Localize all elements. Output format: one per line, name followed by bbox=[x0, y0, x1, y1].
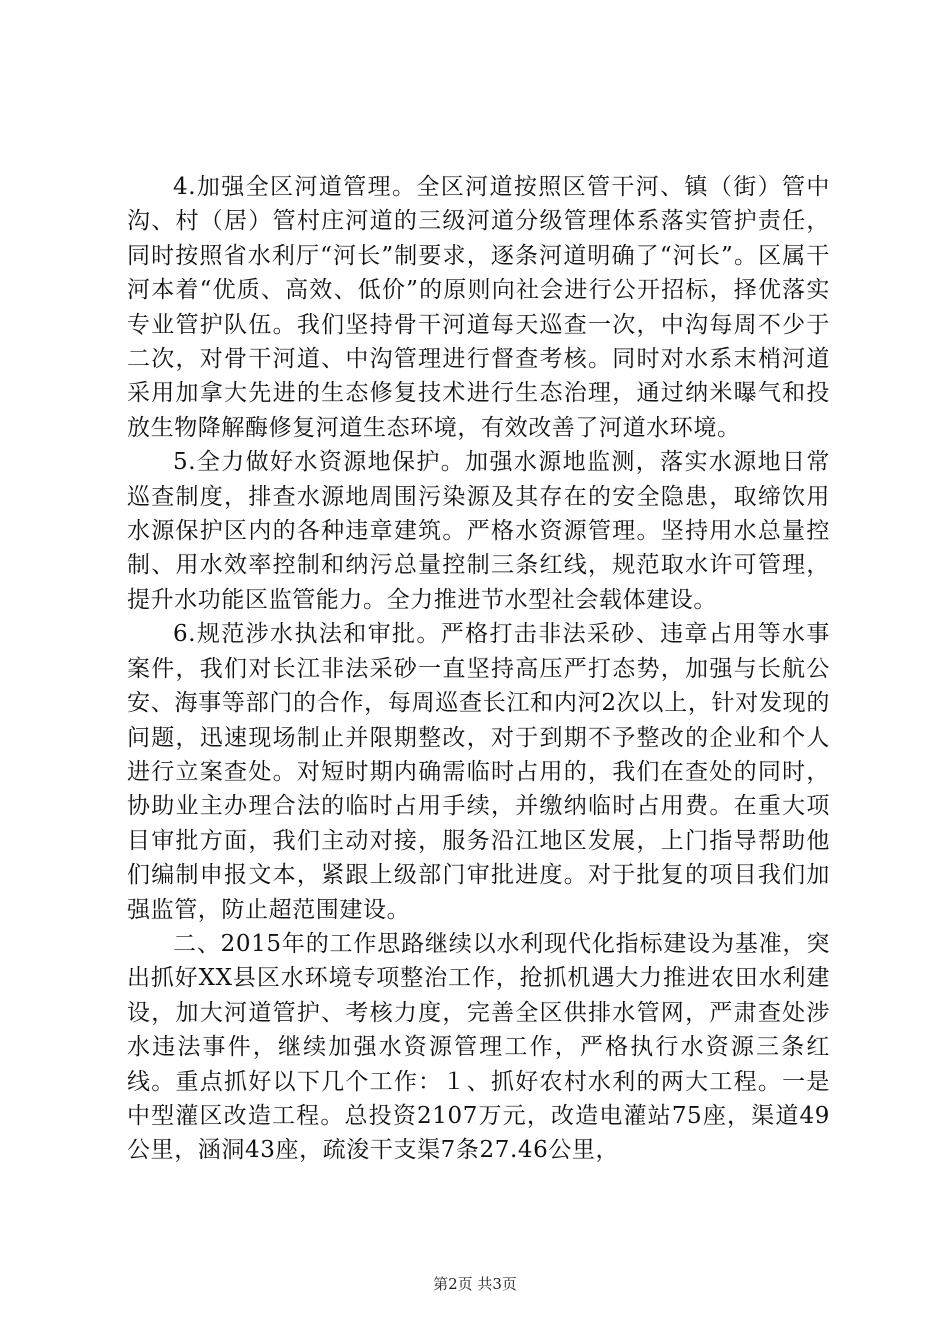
paragraph-2015-work-plan: 二、2015年的工作思路继续以水利现代化指标建设为基准，突出抓好XX县区水环境专项整治工作，抢抓机遇大力推进农田水利建设，加大河道管护、考核力度，完善全区供排水管网，严肃查处涉水违法事件，继续加强水资源管理工作，严格执行水资源三条红线。重点抓好以下几个工作：１、抓好农村水利的两大工程。一是中型灌区改造工程。总投资2107万元，改造电灌站75座，渠道49公里，涵洞43座，疏浚干支渠7条27.46公里， bbox=[127, 930, 830, 1164]
page-number-footer: 第2页 共3页 bbox=[433, 1275, 517, 1293]
paragraph-water-source-protection: 5.全力做好水资源地保护。加强水源地监测，落实水源地日常巡查制度，排查水源地周围污染源及其存在的安全隐患，取缔饮用水源保护区内的各种违章建筑。严格水资源管理。坚持用水总量控制、用水效率控制和纳污总量控制三条红线，规范取水许可管理，提升水功能区监管能力。全力推进节水型社会载体建设。 bbox=[127, 449, 830, 613]
document-body bbox=[127, 170, 830, 1168]
paragraph-law-enforcement-approval: 6.规范涉水执法和审批。严格打击非法采砂、违章占用等水事案件，我们对长江非法采砂一直坚持高压严打态势，加强与长航公安、海事等部门的合作，每周巡查长江和内河2次以上，针对发现的问题，迅速现场制止并限期整改，对于到期不予整改的企业和个人进行立案查处。对短时期内确需临时占用的，我们在查处的同时，协助业主办理合法的临时占用手续，并缴纳临时占用费。在重大项目审批方面，我们主动对接，服务沿江地区发展，上门指导帮助他们编制申报文本，紧跟上级部门审批进度。对于批复的项目我们加强监管，防止超范围建设。 bbox=[127, 621, 830, 923]
paragraph-river-management: 4.加强全区河道管理。全区河道按照区管干河、镇（街）管中沟、村（居）管村庄河道的三级河道分级管理体系落实管护责任，同时按照省水利厅“河长”制要求，逐条河道明确了“河长”。区属干河本着“优质、高效、低价”的原则向社会进行公开招标，择优落实专业管护队伍。我们坚持骨干河道每天巡查一次，中沟每周不少于二次，对骨干河道、中沟管理进行督查考核。同时对水系末梢河道采用加拿大先进的生态修复技术进行生态治理，通过纳米曝气和投放生物降解酶修复河道生态环境，有效改善了河道水环境。 bbox=[127, 174, 830, 441]
